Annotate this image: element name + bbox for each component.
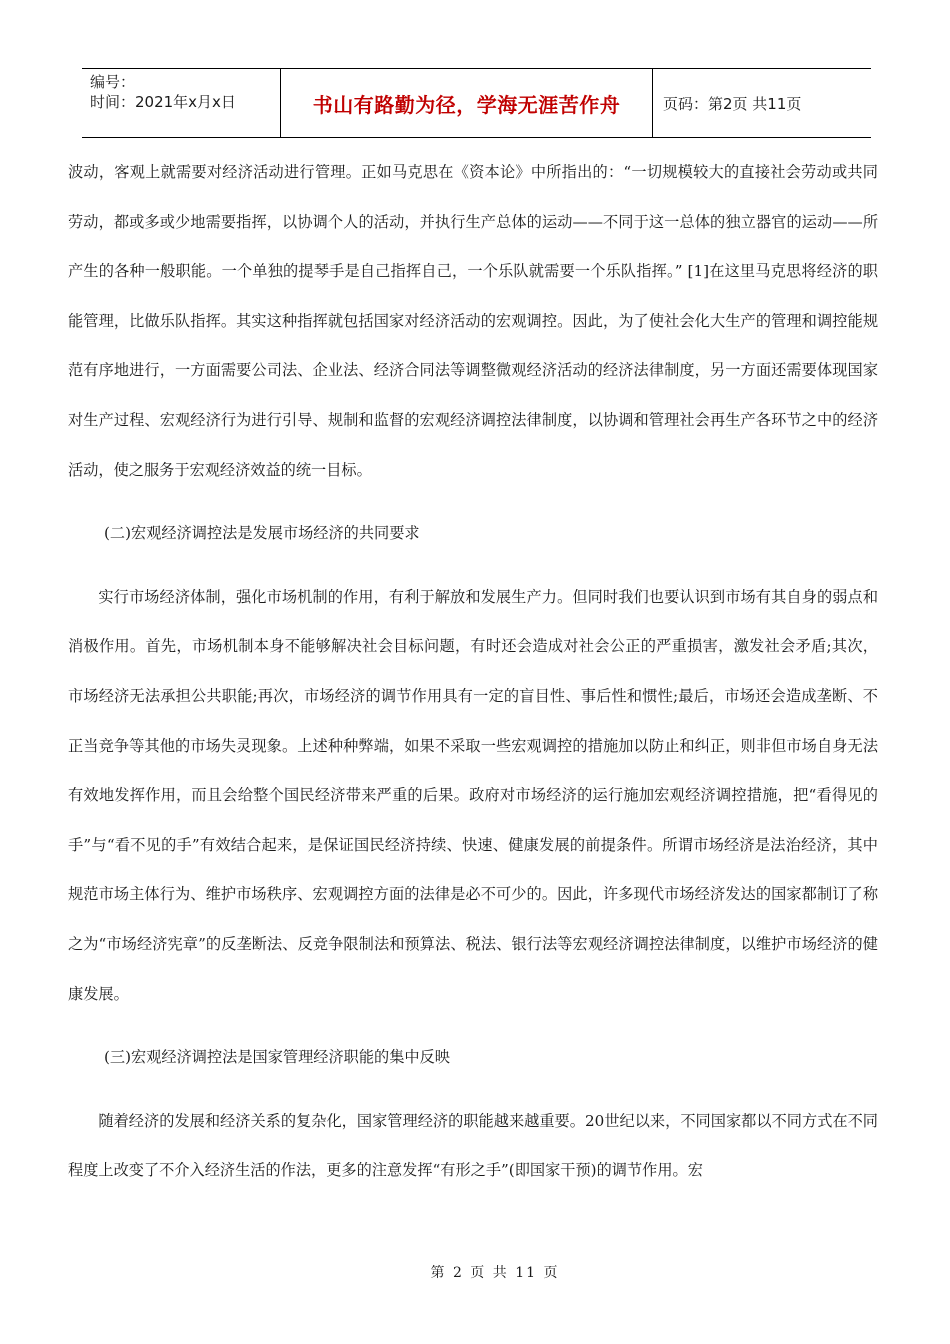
document-number-label: 编号： [90, 73, 136, 91]
body-paragraph-2: 实行市场经济体制，强化市场机制的作用，有利于解放和发展生产力。但同时我们也要认识到市场有其自身的弱点和消极作用。首先，市场机制本身不能够解决社会目标问题，有时还会造成对社会公正的严重损害，激发社会矛盾;其次，市场经济无法承担公共职能;再次，市场经济的调节作用具有一定的盲目性、事后性和惯性;最后，市场还会造成垄断、不正当竞争等其他的市场失灵现象。上述种种弊端，如果不采取一些宏观调控的措施加以防止和纠正，则非但市场自身无法有效地发挥作用，而且会给整个国民经济带来严重的后果。政府对市场经济的运行施加宏观经济调控措施，把“看得见的手”与“看不见的手”有效结合起来，是保证国民经济持续、快速、健康发展的前提条件。所谓市场经济是法治经济，其中规范市场主体行为、维护市场秩序、宏观调控方面的法律是必不可少的。因此，许多现代市场经济发达的国家都制订了称之为“市场经济宪章”的反垄断法、反竞争限制法和预算法、税法、银行法等宏观经济调控法律制度，以维护市场经济的健康发展。 [68, 587, 878, 1003]
header-motto: 书山有路勤为径，学海无涯苦作舟 [281, 69, 653, 137]
page-header-table [82, 68, 871, 138]
body-paragraph-3: 随着经济的发展和经济关系的复杂化，国家管理经济的职能越来越重要。20世纪以来，不同国家都以不同方式在不同程度上改变了不介入经济生活的作法，更多的注意发挥“有形之手”(即国家干预)的调节作用。宏 [68, 1111, 878, 1180]
body-paragraph-1: 波动，客观上就需要对经济活动进行管理。正如马克思在《资本论》中所指出的：“一切规模较大的直接社会劳动或共同劳动，都或多或少地需要指挥，以协调个人的活动，并执行生产总体的运动——不同于这一总体的独立器官的运动——所产生的各种一般职能。一个单独的提琴手是自己指挥自己，一个乐队就需要一个乐队指挥。” [1]在这里马克思将经济的职能管理，比做乐队指挥。其实这种指挥就包括国家对经济活动的宏观调控。因此，为了使社会化大生产的管理和调控能规范有序地进行，一方面需要公司法、企业法、经济合同法等调整微观经济活动的经济法律制度，另一方面还需要体现国家对生产过程、宏观经济行为进行引导、规制和监督的宏观经济调控法律制度，以协调和管理社会再生产各环节之中的经济活动，使之服务于宏观经济效益的统一目标。 [68, 163, 878, 479]
header-meta-cell [82, 69, 281, 137]
section-heading-2: (二)宏观经济调控法是发展市场经济的共同要求 [104, 524, 420, 543]
page-footer: 第 2 页 共 11 页 [430, 1265, 560, 1281]
document-body [68, 148, 878, 1196]
section-heading-3: (三)宏观经济调控法是国家管理经济职能的集中反映 [104, 1048, 450, 1067]
header-page-info: 页码：第2页 共11页 [663, 94, 802, 113]
document-date-label: 时间：2021年x月x日 [90, 93, 236, 111]
